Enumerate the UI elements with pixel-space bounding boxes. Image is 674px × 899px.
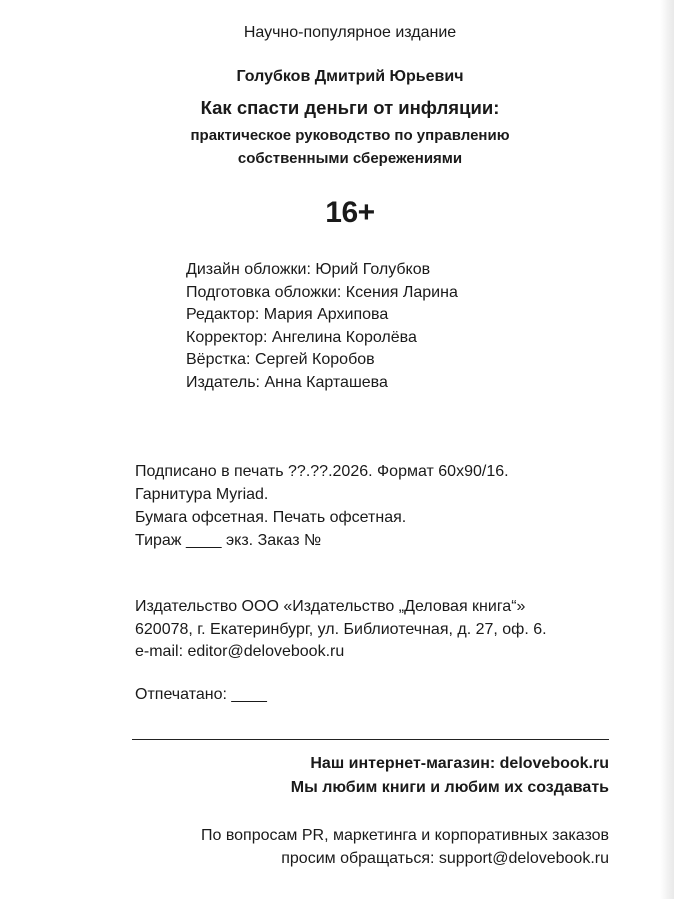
- print-info-line: Подписано в печать ??.??.2026. Формат 60х90/16.: [135, 463, 509, 480]
- publisher-line: Издательство ООО «Издательство „Деловая книга“»: [135, 598, 526, 615]
- shop-line: Мы любим книги и любим их создавать: [290, 778, 609, 796]
- print-info-line: Тираж ____ экз. Заказ №: [135, 532, 322, 549]
- credits-block: [186, 259, 458, 394]
- contact-line: просим обращаться: support@delovebook.ru: [281, 850, 609, 867]
- credit-line: Издатель: Анна Карташева: [186, 373, 388, 391]
- publisher-email: e-mail: editor@delovebook.ru: [135, 643, 345, 660]
- shop-block: [291, 752, 609, 799]
- credit-line: Корректор: Ангелина Королёва: [186, 328, 417, 346]
- publisher-block: [135, 596, 547, 664]
- contact-line: По вопросам PR, маркетинга и корпоративных заказов: [200, 827, 609, 844]
- contact-block: [201, 824, 609, 870]
- subtitle-line: собственными сбережениями: [237, 150, 463, 167]
- author-name: Голубков Дмитрий Юрьевич: [236, 68, 464, 85]
- subtitle-line: практическое руководство по управлению: [190, 127, 510, 144]
- printed-by: Отпечатано: ____: [135, 686, 267, 703]
- print-info-line: Гарнитура Myriad.: [135, 486, 269, 503]
- book-title: Как спасти деньги от инфляции:: [200, 97, 500, 118]
- credit-line: Редактор: Мария Архипова: [186, 306, 389, 323]
- print-info-line: Бумага офсетная. Печать офсетная.: [135, 509, 407, 526]
- print-info-block: [135, 460, 509, 552]
- divider: [132, 739, 609, 740]
- book-subtitle: [0, 124, 674, 170]
- credit-line: Подготовка обложки: Ксения Ларина: [186, 283, 458, 301]
- credit-line: Дизайн обложки: Юрий Голубков: [186, 261, 431, 278]
- edition-type: Научно-популярное издание: [243, 24, 457, 41]
- shop-line: Наш интернет-магазин: delovebook.ru: [310, 755, 609, 772]
- age-rating: 16+: [325, 196, 375, 229]
- publisher-line: 620078, г. Екатеринбург, ул. Библиотечная, д. 27, оф. 6.: [135, 620, 547, 638]
- credit-line: Вёрстка: Сергей Коробов: [186, 351, 375, 368]
